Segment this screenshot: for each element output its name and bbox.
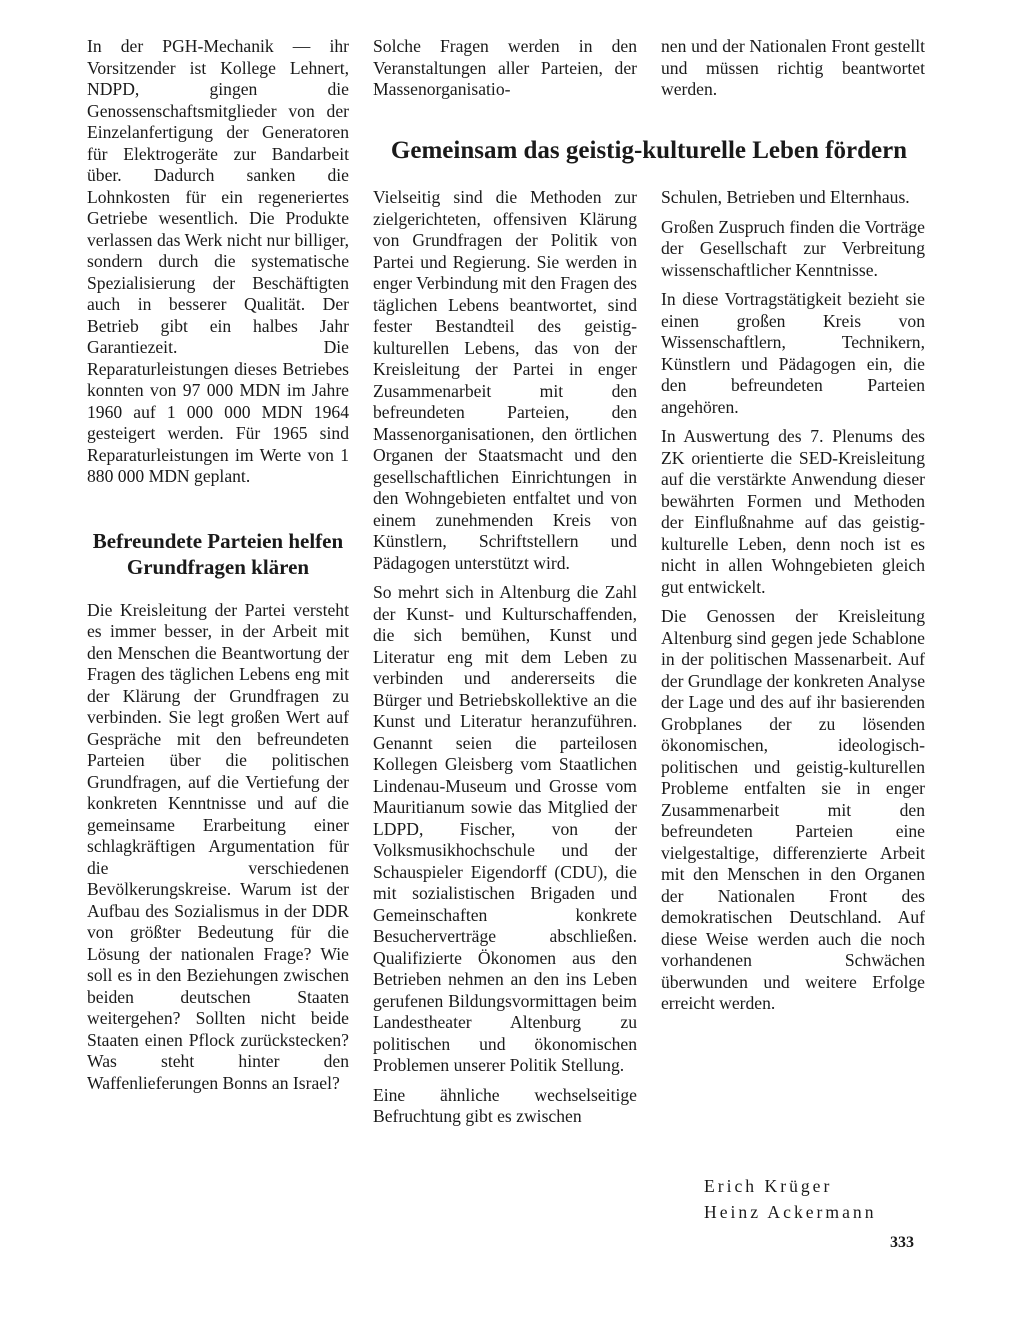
left-paragraph-kreisleitung: Die Kreisleitung der Partei versteht es immer besser, in der Arbeit mit den Menschen die Beantwortung der Fragen des täglichen Lebens eng mit der Klärung der Grundfragen zu verbinden. Sie legt großen Wert auf Gespräche mit den befreundeten Parteien über die politischen Grundfragen, auf die Vertiefung der konkreten Kenntnisse und auf die gemeinsame Erarbeitung einer schlagkräftigen Argumentation für die verschiedenen Bevölkerungskreise. Warum ist der Aufbau des Sozialismus in der DDR von größter Bedeutung für die Lösung der nationalen Frage? Wie soll es in den Beziehungen zwischen beiden deutschen Staaten weitergehen? Sollten nicht beide Staaten einen Pflock zurückstecken? Was steht hinter den Waffenlieferungen Bonns an Israel? [87,599,349,1093]
author-name-1: Erich Krüger [704,1176,833,1196]
author-signature [704,1173,926,1225]
right-top-text [661,36,925,101]
right-paragraph-genossen: Die Genossen der Kreisleitung Altenburg sind gegen jede Schablone in der politischen Massenarbeit. Auf der Grundlage der konkreten Analyse der Lage und des auf ihr basierenden Grobplanes der zu lösenden ökonomischen, ideologisch-politischen und geistig-kulturellen Probleme entfalten sie in enger Zusammenarbeit mit den befreundeten Parteien eine vielgestaltige, differenzierte Arbeit mit den Menschen in den Organen der Nationalen Front des demokratischen Deutschland. Auf diese Weise werden auch die noch vorhandenen Schwächen überwunden und weitere Erfolge erreicht werden. [661,606,925,1013]
right-paragraph-vortraege: Großen Zuspruch finden die Vorträge der Gesellschaft zur Verbreitung wissenschaftlicher Kenntnisse. [661,216,925,280]
right-column [661,187,925,1015]
middle-column [373,187,637,1128]
middle-paragraph-methoden: Vielseitig sind die Methoden zur zielgerichteten, offensiven Klärung von Grundfragen der Politik von Partei und Regierung. Sie werden in enger Verbindung mit den Fragen des täglichen Lebens beantwortet, sind fester Bestandteil des geistig-kulturellen Lebens, das von der Kreisleitung der Partei in enger Zusammenarbeit mit den befreundeten Parteien, den Massenorganisationen, den örtlichen Organen der Staatsmacht und den gesellschaftlichen Einrichtungen in den Wohngebieten entfaltet und von einem zunehmenden Kreis von Künstlern, Schriftstellern und Pädagogen unterstützt wird. [373,187,638,573]
right-paragraph-vortragstaetigkeit: In diese Vortragstätigkeit bezieht sie einen großen Kreis von Wissenschaftlern, Technikern, Künstlern und Pädagogen ein, die den befreundeten Parteien angehören. [661,289,925,417]
right-top-paragraph: nen und der Nationalen Front gestellt und müssen richtig beantwortet werden. [661,36,925,99]
page-number: 333 [890,1234,914,1251]
author-name-2: Heinz Ackermann [704,1202,877,1222]
middle-top-text [373,36,637,101]
left-column [87,36,349,1094]
right-paragraph-schulen: Schulen, Betrieben und Elternhaus. [661,187,910,207]
subheading-befreundete-parteien: Befreundete Parteien helfen Grundfragen klären [92,528,344,579]
middle-top-paragraph: Solche Fragen werden in den Veranstaltungen aller Parteien, der Massenorganisatio- [373,36,637,99]
middle-paragraph-altenburg: So mehrt sich in Altenburg die Zahl der Kunst- und Kulturschaffenden, die sich bemühen, Kunst und Literatur eng mit dem Leben zu verbinden und andererseits die Bürger und Betriebskollektive an die Kunst und Literatur heranzuführen. Genannt seien die parteilosen Kollegen Gleisberg vom Staatlichen Lindenau-Museum und Grosse vom Mauritianum sowie das Mitglied der LDPD, Fischer, von der Volksmusikhochschule und der Schauspieler Eigendorff (CDU), die mit sozialistischen Brigaden und Gemeinschaften konkrete Besucherverträge abschließen. Qualifizierte Ökonomen aus den Betrieben nehmen an den ins Leben gerufenen Bildungsvormittagen beim Landestheater Altenburg zu politischen und ökonomischen Problemen unserer Politik Stellung. [373,582,637,1075]
middle-paragraph-befruchtung: Eine ähnliche wechselseitige Befruchtung gibt es zwischen [373,1084,637,1126]
article-headline: Gemeinsam das geistig-kulturelle Leben fördern [390,137,908,164]
left-paragraph-pgh: In der PGH-Mechanik — ihr Vorsitzender ist Kollege Lehnert, NDPD, gingen die Genossenschaftsmitglieder von der Einzelanfertigung der Generatoren für Elektrogeräte zur Bandarbeit über. Dadurch sanken die Lohnkosten für ein regeneriertes Getriebe wesentlich. Die Produkte verlassen das Werk nicht nur billiger, sondern durch die systematische Spezialisierung der Beschäftigten auch in besserer Qualität. Der Betrieb gibt ein halbes Jahr Garantiezeit. Die Reparaturleistungen dieses Betriebes konnten von 97 000 MDN im Jahre 1960 auf 1 000 000 MDN 1964 gesteigert werden. Für 1965 sind Reparaturleistungen im Werte von 1 880 000 MDN geplant. [87,36,349,486]
right-paragraph-plenum: In Auswertung des 7. Plenums des ZK orientierte die SED-Kreisleitung auf die verstärkte Anwendung dieser bewährten Formen und Methoden der Einflußnahme auf das geistig-kulturelle Leben, denn noch ist es nicht in allen Wohngebieten gleich gut entwickelt. [661,426,925,597]
